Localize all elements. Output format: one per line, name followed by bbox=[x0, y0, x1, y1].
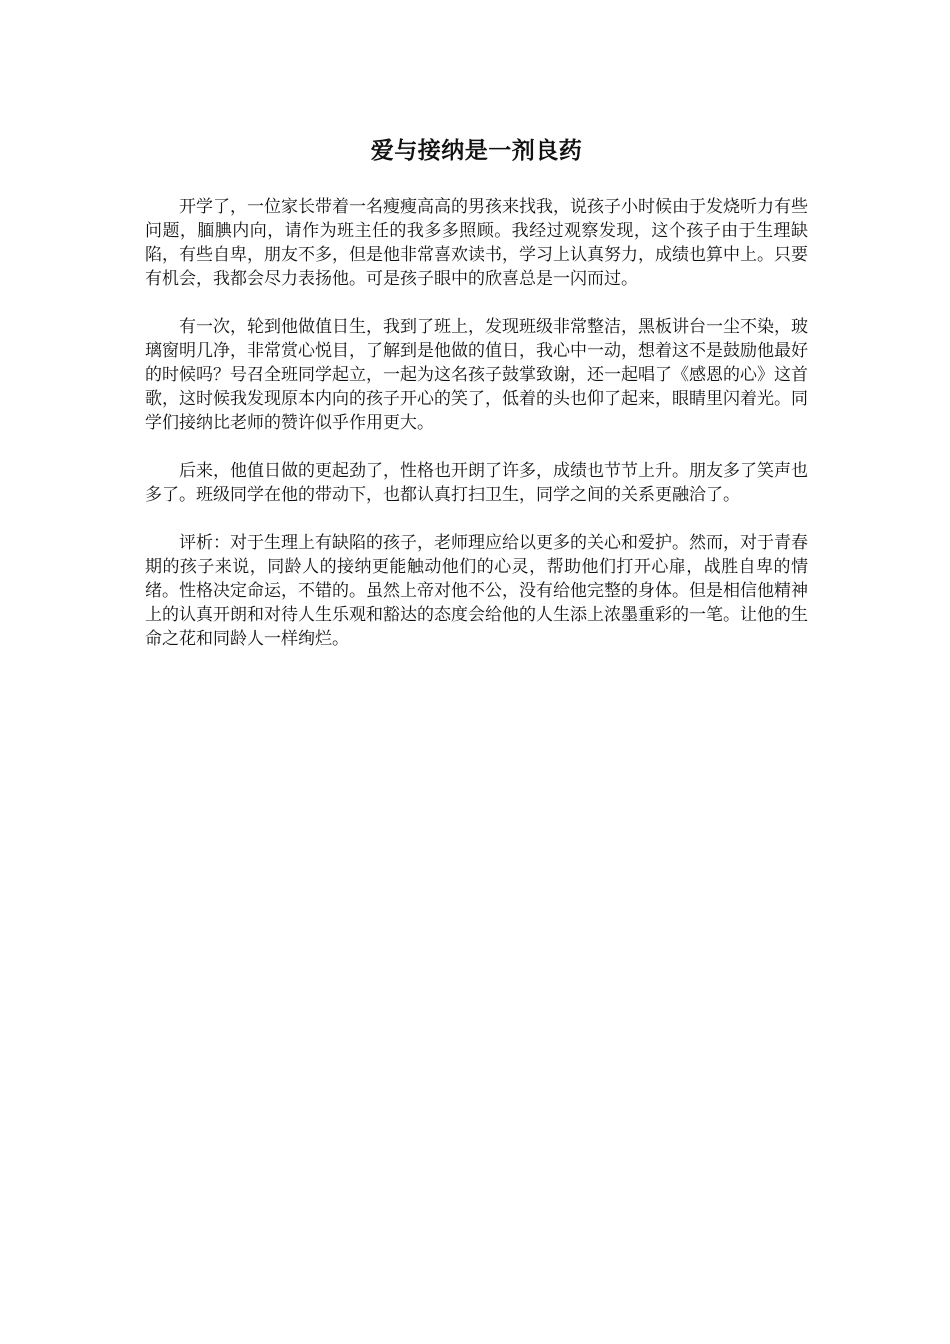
paragraph-afterwards: 后来，他值日做的更起劲了，性格也开朗了许多，成绩也节节上升。朋友多了笑声也多了。班级同学在他的带动下，也都认真打扫卫生，同学之间的关系更融洽了。 bbox=[145, 461, 808, 505]
paragraph-opening: 开学了，一位家长带着一名瘦瘦高高的男孩来找我，说孩子小时候由于发烧听力有些问题，腼腆内向，请作为班主任的我多多照顾。我经过观察发现，这个孩子由于生理缺陷，有些自卑，朋友不多，但是他非常喜欢读书，学习上认真努力，成绩也算中上。只要有机会，我都会尽力表扬他。可是孩子眼中的欣喜总是一闪而过。 bbox=[145, 197, 808, 289]
document-body bbox=[145, 134, 808, 675]
document-title: 爱与接纳是一剂良药 bbox=[370, 137, 583, 164]
paragraph-commentary: 评析：对于生理上有缺陷的孩子，老师理应给以更多的关心和爱护。然而，对于青春期的孩子来说，同龄人的接纳更能触动他们的心灵，帮助他们打开心扉，战胜自卑的情绪。性格决定命运，不错的。虽然上帝对他不公，没有给他完整的身体。但是相信他精神上的认真开朗和对待人生乐观和豁达的态度会给他的人生添上浓墨重彩的一笔。让他的生命之花和同龄人一样绚烂。 bbox=[145, 533, 808, 649]
paragraph-duty-day: 有一次，轮到他做值日生，我到了班上，发现班级非常整洁，黑板讲台一尘不染，玻璃窗明几净，非常赏心悦目，了解到是他做的值日，我心中一动，想着这不是鼓励他最好的时候吗？号召全班同学起立，一起为这名孩子鼓掌致谢，还一起唱了《感恩的心》这首歌，这时候我发现原本内向的孩子开心的笑了，低着的头也仰了起来，眼睛里闪着光。同学们接纳比老师的赞许似乎作用更大。 bbox=[145, 317, 808, 433]
